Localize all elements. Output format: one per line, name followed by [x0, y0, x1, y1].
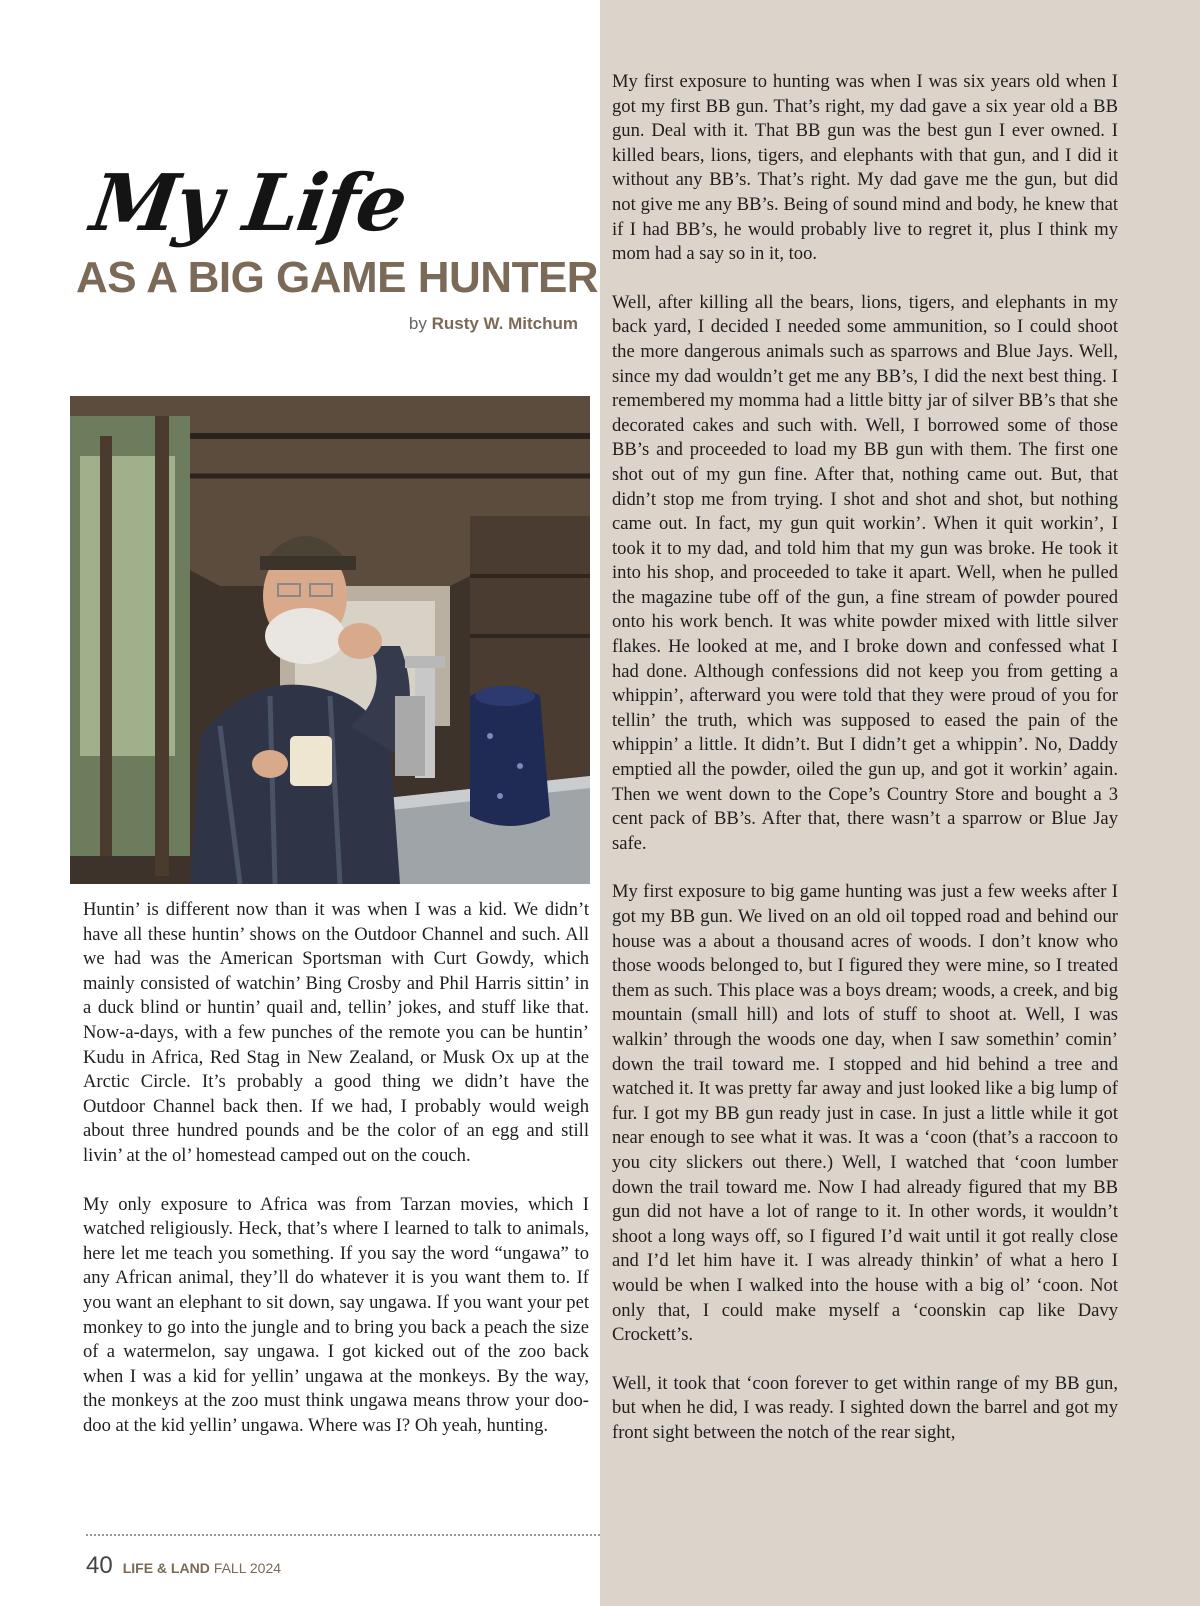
- paragraph: My first exposure to big game hunting was just a few weeks after I got my BB gun. We lived on an old oil topped road and behind our house was a about a thousand acres of woods. I don’t know who those woods belonged to, but I figured they were mine, so I treated them as such. This place was a boys dream; woods, a creek, and big mountain (small hill) and lots of stuff to shoot at. Well, I was walkin’ through the woods one day, when I saw somethin’ comin’ down the trail toward me. I stopped and hid behind a tree and watched it. It was pretty far away and just looked like a big lump of fur. I got my BB gun ready just in case. In just a little while it got near enough to see what it was. It was a ‘coon (that’s a raccoon to you city slickers out there.) Well, I watched that ‘coon lumber down the trail toward me. Now I had already figured that my BB gun did not have a lot of range to it. In other words, it wouldn’t shoot a long ways off, so I figured I’d wait until it got really close and I’d let him have it. I was already thinkin’ of what a hero I would be when I walked into the house with a big ol’ ‘coon. Not only that, I could make myself a ‘coonskin cap like Davy Crockett’s.: [612, 881, 1118, 1346]
- paragraph: My first exposure to hunting was when I was six years old when I got my first BB gun. That’s right, my dad gave a six year old a BB gun. Deal with it. That BB gun was the best gun I ever owned. I killed bears, lions, tigers, and elephants with that gun, and I did it without any BB’s. That’s right. My dad gave me the gun, but did not give me any BB’s. Being of sound mind and body, he knew that if I had BB’s, he would probably live to regret it, plus I think my mom had a say so in it, too.: [612, 71, 1118, 265]
- magazine-name: LIFE & LAND: [122, 1560, 210, 1576]
- page-footer: [86, 1552, 281, 1580]
- author-name: Rusty W. Mitchum: [431, 314, 578, 333]
- paragraph: Well, it took that ‘coon forever to get within range of my BB gun, but when he did, I was ready. I sighted down the barrel and got my front sight between the notch of the rear sight,: [612, 1372, 1118, 1443]
- page-number: 40: [86, 1552, 113, 1579]
- title-script: My Life: [85, 158, 411, 249]
- photo-illustration: [70, 396, 590, 884]
- paragraph: My only exposure to Africa was from Tarzan movies, which I watched religiously. Heck, that’s where I learned to talk to animals, here let me teach you something. If you say the word “ungawa” to any African animal, they’ll do whatever it is you want them to. If you want an elephant to sit down, say ungawa. If you want your pet monkey to go into the jungle and to bring you back a peach the size of a watermelon, say ungawa. I got kicked out of the zoo back when I was a kid for yellin’ ungawa at the monkeys. By the way, the monkeys at the zoo must think ungawa means throw your doo-doo at the kid yellin’ ungawa. Where was I? Oh yeah, hunting.: [83, 1193, 589, 1436]
- left-text-column: [83, 898, 589, 1462]
- footer-divider: [86, 1534, 600, 1536]
- byline: [409, 314, 578, 334]
- paragraph: Well, after killing all the bears, lions, tigers, and elephants in my back yard, I decided I needed some ammunition, so I could shoot the more dangerous animals such as sparrows and Blue Jays. Well, since my dad wouldn’t get me any BB’s, I did the next best thing. I remembered my momma had a little bitty jar of silver BB’s that she decorated cakes and such with. Well, I borrowed some of those BB’s and proceeded to load my BB gun with them. The first one shot out of my gun fine. After that, nothing came out. But, that didn’t stop me from trying. I shot and shot and shot, but nothing came out. In fact, my gun quit workin’. When it quit workin’, I took it to my dad, and told him that my gun was broke. He took it into his shop, and proceeded to take it apart. Well, when he pulled the magazine tube off of the gun, a fine stream of powder poured onto his work bench. It was white powder mixed with little silver flakes. He looked at me, and I broke down and confessed what I had done. Although confessions did not keep you from getting a whippin’, afterward you were told that they were proud of you for tellin’ the truth, which was supposed to eased the pain of the whippin’ a little. It didn’t. But I didn’t get a whippin’. No, Daddy emptied all the powder, oiled the gun up, and got it workin’ again. Then we went down to the Cope’s Country Store and bought a 3 cent pack of BB’s. After that, there wasn’t a sparrow or Blue Jay safe.: [612, 291, 1118, 854]
- title-main: AS A BIG GAME HUNTER: [76, 253, 599, 302]
- byline-prefix: by: [408, 314, 427, 333]
- issue-label: FALL 2024: [213, 1560, 282, 1576]
- article-photo: [70, 396, 590, 884]
- paragraph: Huntin’ is different now than it was when I was a kid. We didn’t have all these huntin’ shows on the Outdoor Channel and such. All we had was the American Sportsman with Curt Gowdy, which mainly consisted of watchin’ Bing Crosby and Phil Harris sittin’ in a duck blind or huntin’ quail and, tellin’ jokes, and stuff like that. Now-a-days, with a few punches of the remote you can be huntin’ Kudu in Africa, Red Stag in New Zealand, or Musk Ox up at the Arctic Circle. It’s probably a good thing we didn’t have the Outdoor Channel back then. If we had, I probably would weigh about three hundred pounds and be the color of an egg and still livin’ at the ol’ homestead camped out on the couch.: [83, 899, 589, 1166]
- right-text-column: [612, 70, 1118, 1469]
